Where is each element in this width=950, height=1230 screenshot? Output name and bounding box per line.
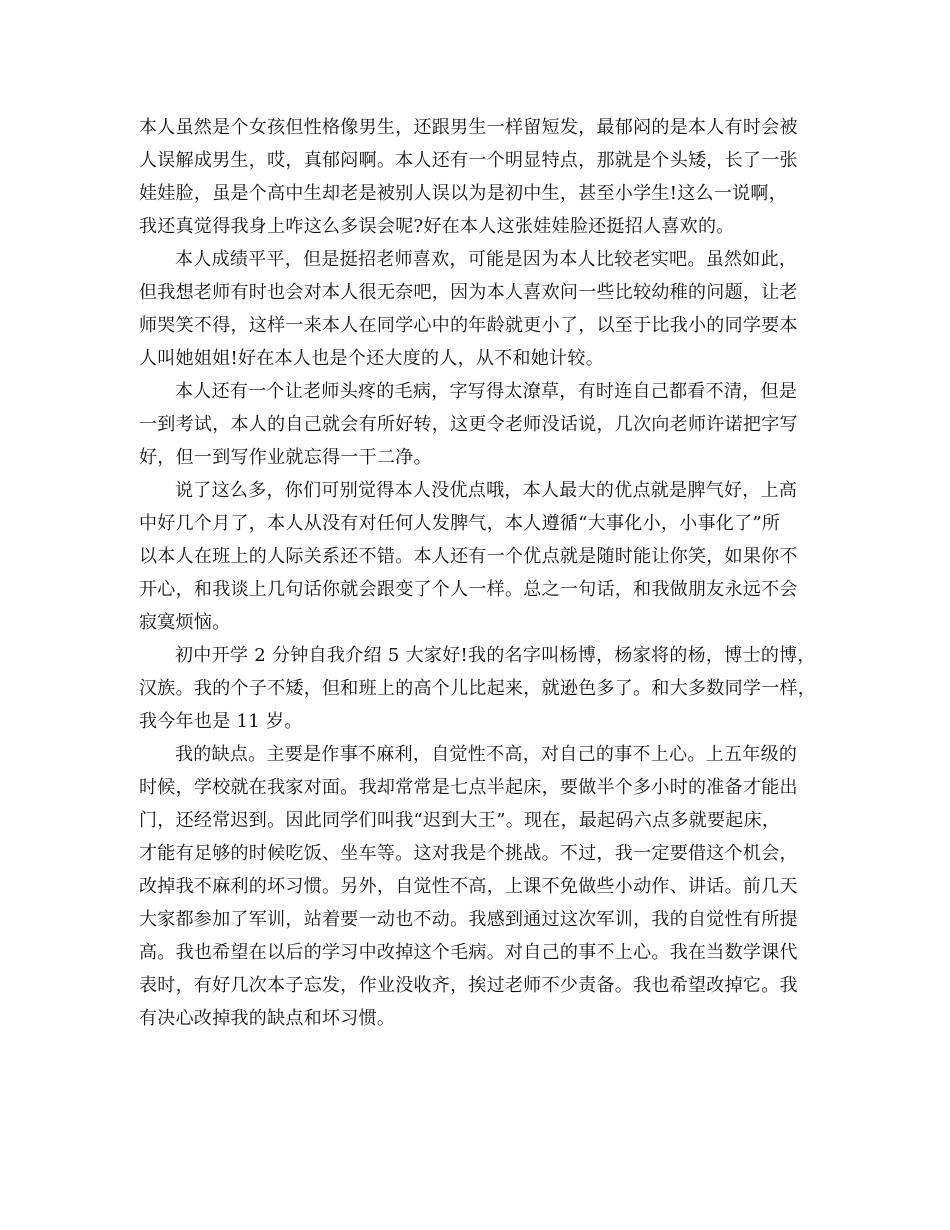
text-line: 高。我也希望在以后的学习中改掉这个毛病。对自己的事不上心。我在当数学课代 [139, 942, 798, 963]
text-line: 以本人在班上的人际关系还不错。本人还有一个优点就是随时能让你笑，如果你不 [139, 546, 798, 567]
document-body [139, 111, 819, 1035]
text-line: 开心，和我谈上几句话你就会跟变了个人一样。总之一句话，和我做朋友永远不会 [139, 579, 798, 600]
text-line: 表时，有好几次本子忘发，作业没收齐，挨过老师不少责备。我也希望改掉它。我 [139, 975, 798, 996]
text-line: 人误解成男生，哎，真郁闷啊。本人还有一个明显特点，那就是个头矮，长了一张 [139, 150, 798, 171]
text-line: 我还真觉得我身上咋这么多误会呢?好在本人这张娃娃脸还挺招人喜欢的。 [139, 216, 735, 237]
text-line: 汉族。我的个子不矮，但和班上的高个儿比起来，就逊色多了。和大多数同学一样， [139, 678, 817, 699]
paragraph-5 [139, 639, 819, 738]
text-line: 娃娃脸，虽是个高中生却老是被别人误以为是初中生，甚至小学生!这么一说啊， [139, 183, 788, 204]
text-line: 本人虽然是个女孩但性格像男生，还跟男生一样留短发，最郁闷的是本人有时会被 [139, 117, 798, 138]
text-line: 时候，学校就在我家对面。我却常常是七点半起床，要做半个多小时的准备才能出 [139, 777, 798, 798]
text-line: 初中开学 2 分钟自我介绍 5 大家好!我的名字叫杨博，杨家将的杨，博士的博， [175, 645, 816, 666]
paragraph-1 [139, 111, 819, 243]
text-line: 本人成绩平平，但是挺招老师喜欢，可能是因为本人比较老实吧。虽然如此， [175, 249, 798, 270]
paragraph-4 [139, 474, 819, 639]
paragraph-6 [139, 738, 819, 1035]
text-line: 好，但一到写作业就忘得一干二净。 [139, 447, 432, 468]
text-line: 本人还有一个让老师头疼的毛病，字写得太潦草，有时连自己都看不清，但是 [175, 381, 798, 402]
text-line: 但我想老师有时也会对本人很无奈吧，因为本人喜欢问一些比较幼稚的问题，让老 [139, 282, 798, 303]
text-line: 大家都参加了军训，站着要一动也不动。我感到通过这次军训，我的自觉性有所提 [139, 909, 798, 930]
paragraph-2 [139, 243, 819, 375]
text-line: 一到考试，本人的自己就会有所好转，这更令老师没话说，几次向老师许诺把字写 [139, 414, 798, 435]
text-line: 说了这么多，你们可别觉得本人没优点哦，本人最大的优点就是脾气好，上高 [175, 480, 798, 501]
text-line: 我今年也是 11 岁。 [139, 711, 303, 732]
text-line: 寂寞烦恼。 [139, 612, 231, 633]
text-line: 才能有足够的时候吃饭、坐车等。这对我是个挑战。不过，我一定要借这个机会， [139, 843, 798, 864]
text-line: 师哭笑不得，这样一来本人在同学心中的年龄就更小了，以至于比我小的同学要本 [139, 315, 798, 336]
paragraph-3 [139, 375, 819, 474]
text-line: 有决心改掉我的缺点和坏习惯。 [139, 1008, 396, 1029]
text-line: 人叫她姐姐!好在本人也是个还大度的人，从不和她计较。 [139, 348, 605, 369]
text-line: 改掉我不麻利的坏习惯。另外，自觉性不高，上课不免做些小动作、讲话。前几天 [139, 876, 798, 897]
text-line: 中好几个月了，本人从没有对任何人发脾气，本人遵循“大事化小，小事化了”所 [139, 513, 781, 534]
text-line: 门，还经常迟到。因此同学们叫我“迟到大王”。现在，最起码六点多就要起床， [139, 810, 781, 831]
text-line: 我的缺点。主要是作事不麻利，自觉性不高，对自己的事不上心。上五年级的 [175, 744, 798, 765]
